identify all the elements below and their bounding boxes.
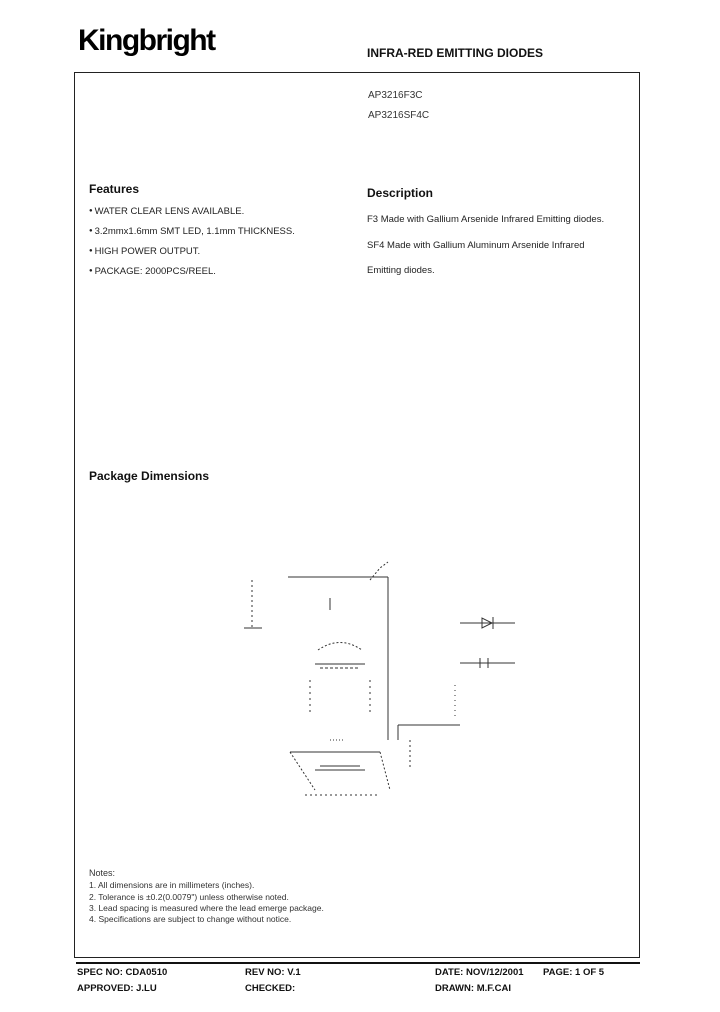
notes-heading: Notes: (89, 868, 116, 878)
footer-spec-no: SPEC NO: CDA0510 (77, 967, 168, 978)
package-drawing (230, 540, 560, 820)
note-2: 2. Tolerance is ±0.2(0.0079") unless otherwise noted. (89, 892, 289, 902)
part-number-2: AP3216SF4C (368, 110, 430, 121)
description-heading: Description (367, 186, 434, 200)
feature-item-2: ● 3.2mmx1.6mm SMT LED, 1.1mm THICKNESS. (89, 226, 295, 237)
footer-checked: CHECKED: (245, 983, 296, 994)
content-frame (74, 72, 640, 958)
package-dimensions-heading: Package Dimensions (89, 469, 210, 483)
footer-rev-no: REV NO: V.1 (245, 967, 301, 978)
footer-approved: APPROVED: J.LU (77, 983, 157, 994)
feature-item-3: ● HIGH POWER OUTPUT. (89, 246, 200, 257)
footer-page: PAGE: 1 OF 5 (543, 967, 605, 978)
note-3: 3. Lead spacing is measured where the lead emerge package. (89, 903, 324, 913)
note-4: 4. Specifications are subject to change without notice. (89, 914, 292, 924)
note-1: 1. All dimensions are in millimeters (inches). (89, 880, 255, 890)
footer-drawn: DRAWN: M.F.CAI (435, 983, 511, 994)
footer-date: DATE: NOV/12/2001 (435, 967, 524, 978)
feature-item-1: ● WATER CLEAR LENS AVAILABLE. (89, 206, 244, 217)
description-line-2: SF4 Made with Gallium Aluminum Arsenide Infrared (367, 240, 585, 251)
description-line-1: F3 Made with Gallium Arsenide Infrared Emitting diodes. (367, 214, 605, 225)
document-title: INFRA-RED EMITTING DIODES (367, 46, 543, 60)
features-heading: Features (89, 182, 140, 196)
brand-logo: Kingbright (78, 24, 215, 57)
part-number-1: AP3216F3C (368, 90, 423, 101)
description-line-3: Emitting diodes. (367, 265, 435, 276)
footer-divider (76, 962, 640, 964)
feature-item-4: ● PACKAGE: 2000PCS/REEL. (89, 266, 216, 277)
